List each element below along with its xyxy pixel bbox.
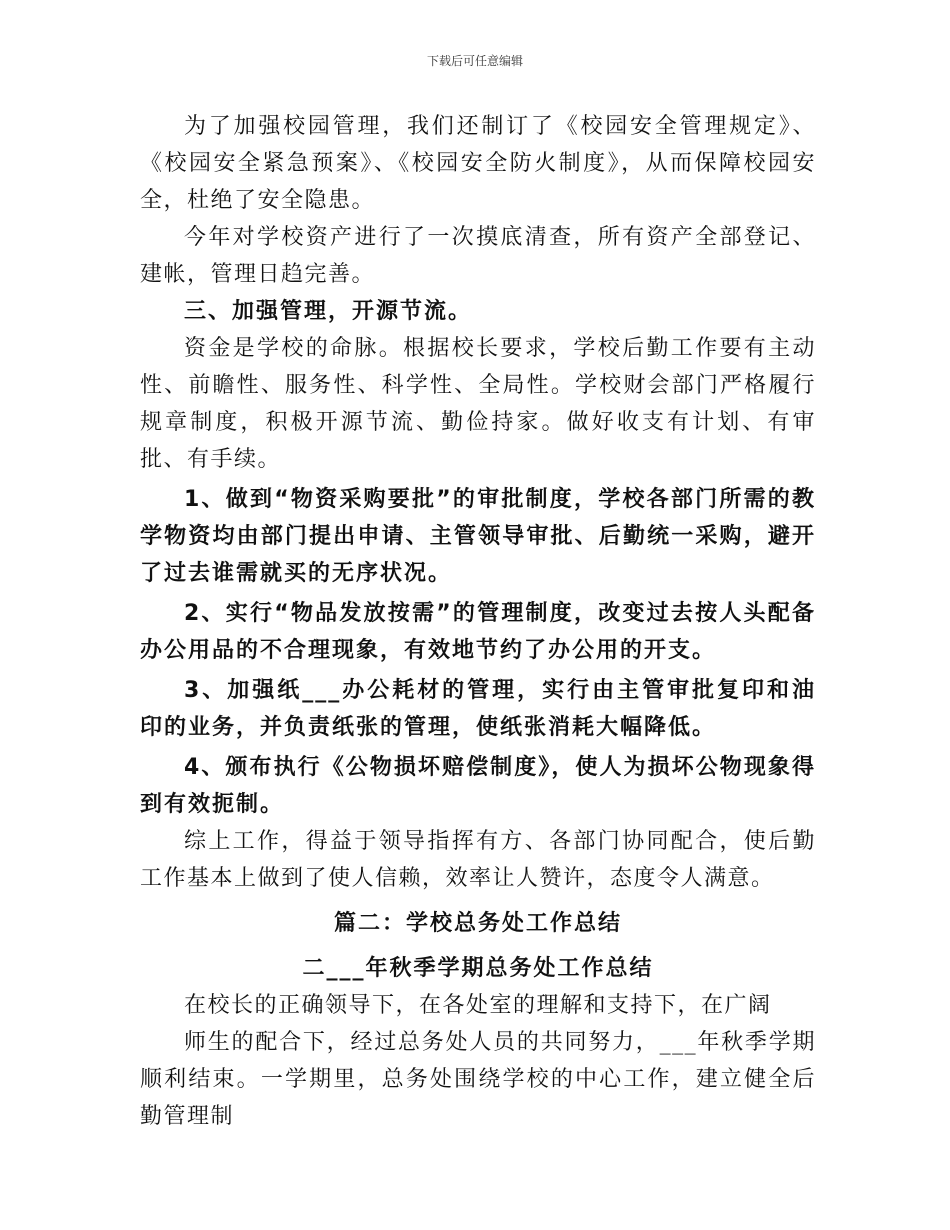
- list-item-4: 4、颁布执行《公物损坏赔偿制度》，使人为损坏公物现象得到有效扼制。: [140, 755, 816, 817]
- list-item-3: 3、加强纸___办公耗材的管理，实行由主管审批复印和油印的业务，并负责纸张的管理，使纸张消耗大幅降低。: [140, 678, 816, 740]
- page-header: 下载后可任意编辑: [426, 54, 523, 68]
- section-heading-3: 三、加强管理，开源节流。: [184, 299, 473, 324]
- list-item-2: 2、实行“物品发放按需”的管理制度，改变过去按人头配备办公用品的不合理现象，有效地节约了办公用的开支。: [140, 601, 816, 663]
- list-item-1: 1、做到“物资采购要批”的审批制度，学校各部门所需的教学物资均由部门提出申请、主管领导审批、后勤统一采购，避开了过去谁需就买的无序状况。: [140, 487, 816, 586]
- paragraph-assets: 今年对学校资产进行了一次摸底清查，所有资产全部登记、建帐，管理日趋完善。: [140, 225, 816, 287]
- paragraph-intro-cont: 师生的配合下，经过总务处人员的共同努力，___年秋季学期顺利结束。一学期里，总务处围绕学校的中心工作，建立健全后勤管理制: [140, 1030, 816, 1129]
- paragraph-funds: 资金是学校的命脉。根据校长要求，学校后勤工作要有主动性、前瞻性、服务性、科学性、全局性。学校财会部门严格履行规章制度，积极开源节流、勤俭持家。做好收支有计划、有审批、有手续。: [140, 336, 816, 472]
- article-subtitle: 二___年秋季学期总务处工作总结: [302, 956, 654, 981]
- document-body: [140, 108, 816, 1135]
- paragraph-campus-safety: 为了加强校园管理，我们还制订了《校园安全管理规定》、《校园安全紧急预案》、《校园安全防火制度》，从而保障校园安全，杜绝了安全隐患。: [140, 114, 816, 213]
- paragraph-intro-line: 在校长的正确领导下，在各处室的理解和支持下，在广阔: [184, 993, 772, 1018]
- paragraph-summary: 综上工作，得益于领导指挥有方、各部门协同配合，使后勤工作基本上做到了使人信赖，效率让人赞许，态度令人满意。: [140, 829, 816, 891]
- article-title: 篇二：学校总务处工作总结: [333, 911, 622, 936]
